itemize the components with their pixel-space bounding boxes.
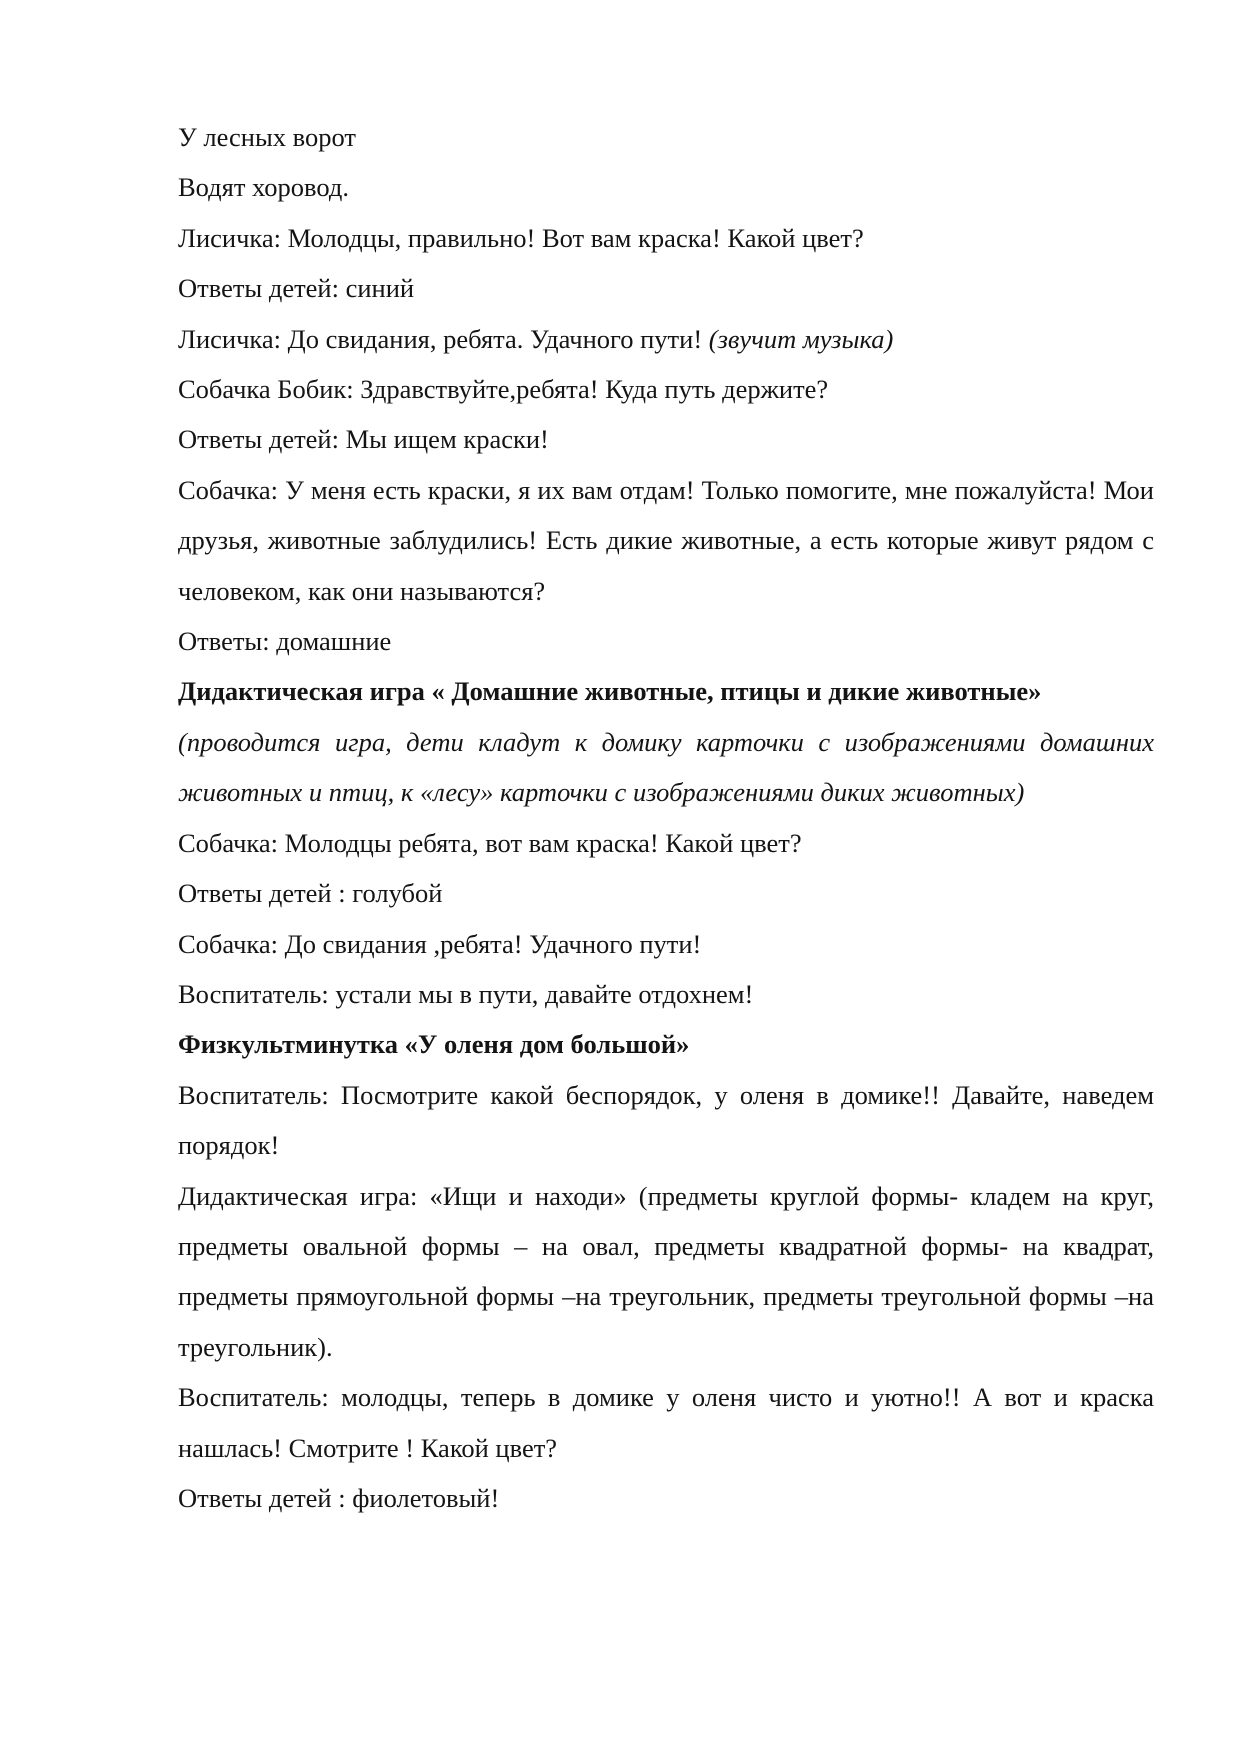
poem-line-2: Водят хоровод. bbox=[178, 172, 349, 203]
answer-line-3: Ответы: домашние bbox=[178, 626, 392, 657]
poem-line-1: У лесных ворот bbox=[178, 122, 356, 152]
exercise-heading: Физкультминутка «У оленя дом большой» bbox=[178, 1029, 690, 1060]
answer-line-1: Ответы детей: синий bbox=[178, 273, 415, 304]
dog-greeting-line: Собачка Бобик: Здравствуйте,ребята! Куда путь держите? bbox=[178, 374, 829, 405]
dog-line-3: Собачка: До свидания ,ребята! Удачного пути! bbox=[178, 928, 702, 959]
teacher-line-1: Воспитатель: устали мы в пути, давайте отдохнем! bbox=[178, 978, 754, 1009]
answer-line-2: Ответы детей: Мы ищем краски! bbox=[178, 424, 549, 455]
game-description-paragraph: (проводится игра, дети кладут к домику карточки с изображениями домашних животных и птиц, к «лесу» карточки с изображениями диких животных) bbox=[178, 726, 1154, 808]
answer-line-4: Ответы детей : голубой bbox=[178, 878, 443, 909]
dog-request-paragraph: Собачка: У меня есть краски, я их вам отдам! Только помогите, мне пожалуйста! Мои друзья, животные заблудились! Есть дикие животные, а есть которые живут рядом с человеком, как они называются? bbox=[178, 474, 1154, 606]
fox-line-2-text: Лисичка: До свидания, ребята. Удачного пути! bbox=[178, 323, 709, 354]
teacher-paragraph-2: Воспитатель: молодцы, теперь в домике у оленя чисто и уютно!! А вот и краска нашлась! Смотрите ! Какой цвет? bbox=[178, 1382, 1154, 1463]
teacher-paragraph-1: Воспитатель: Посмотрите какой беспорядок, у оленя в домике!! Давайте, наведем порядок! bbox=[178, 1079, 1154, 1161]
fox-line-2 bbox=[178, 314, 1154, 364]
dog-line-2: Собачка: Молодцы ребята, вот вам краска! Какой цвет? bbox=[178, 827, 802, 858]
game-2-paragraph: Дидактическая игра: «Ищи и находи» (предметы круглой формы- кладем на круг, предметы овальной формы – на овал, предметы квадратной формы- на квадрат, предметы прямоугольной формы –на треугольник, предметы треугольной формы –на треугольник). bbox=[178, 1180, 1154, 1362]
stage-note-music: (звучит музыка) bbox=[708, 323, 894, 354]
game-heading-1: Дидактическая игра « Домашние животные, птицы и дикие животные» bbox=[178, 676, 1042, 707]
document-page bbox=[178, 112, 1154, 1523]
answer-line-5: Ответы детей : фиолетовый! bbox=[178, 1482, 500, 1513]
fox-line-1: Лисичка: Молодцы, правильно! Вот вам краска! Какой цвет? bbox=[178, 222, 864, 253]
